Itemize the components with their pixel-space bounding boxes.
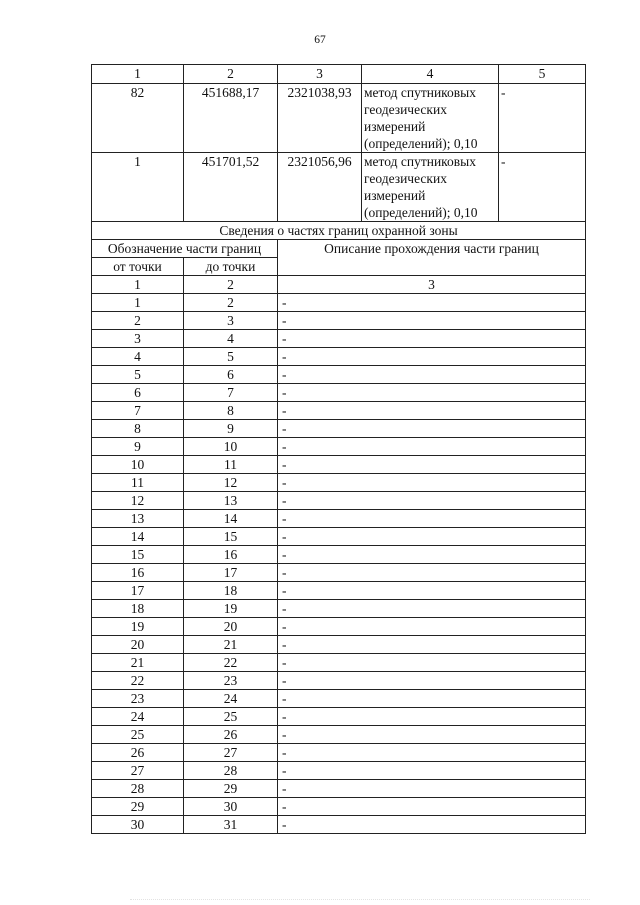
to-point: 15 [184,528,278,546]
from-point: 3 [92,330,184,348]
from-point: 11 [92,474,184,492]
part-description: - [278,798,586,816]
to-point: 22 [184,654,278,672]
from-point: 15 [92,546,184,564]
coord-y: 2321056,96 [278,153,362,222]
from-point: 18 [92,600,184,618]
part-description: - [278,726,586,744]
from-point: 6 [92,384,184,402]
part-description: - [278,600,586,618]
table-row [92,312,586,330]
table-row [92,582,586,600]
section-title-row [92,222,586,240]
description-header: Описание прохождения части границ [278,240,586,276]
part-description: - [278,312,586,330]
part-description: - [278,402,586,420]
part-description: - [278,294,586,312]
column-number: 3 [278,276,586,294]
to-point: 9 [184,420,278,438]
table-row [92,816,586,834]
table-row [92,600,586,618]
from-point: 24 [92,708,184,726]
part-description: - [278,564,586,582]
from-point: 4 [92,348,184,366]
column-number: 1 [92,276,184,294]
to-point: 6 [184,366,278,384]
coord-y: 2321038,93 [278,84,362,153]
from-point: 21 [92,654,184,672]
to-point: 26 [184,726,278,744]
part-description: - [278,492,586,510]
table-row [92,744,586,762]
to-point: 29 [184,780,278,798]
to-point: 24 [184,690,278,708]
from-point: 13 [92,510,184,528]
part-description: - [278,744,586,762]
table-row [92,330,586,348]
to-point: 20 [184,618,278,636]
to-point: 17 [184,564,278,582]
table-row [92,690,586,708]
table-row [92,294,586,312]
to-point: 11 [184,456,278,474]
table-row [92,420,586,438]
from-point: 14 [92,528,184,546]
method-description: метод спутниковых геодезических измерений (определений); 0,10 [362,153,499,222]
table-row [92,348,586,366]
part-description: - [278,816,586,834]
part-description: - [278,708,586,726]
coord-header-cell: 5 [499,65,586,84]
to-point: 3 [184,312,278,330]
coord-row [92,153,586,222]
to-point: 4 [184,330,278,348]
to-point: 13 [184,492,278,510]
part-description: - [278,510,586,528]
from-point: 1 [92,294,184,312]
from-point: 19 [92,618,184,636]
part-description: - [278,348,586,366]
section-title: Сведения о частях границ охранной зоны [92,222,586,240]
from-point: 29 [92,798,184,816]
table-row [92,762,586,780]
table-row [92,366,586,384]
part-description: - [278,582,586,600]
part-description: - [278,546,586,564]
table-row [92,510,586,528]
from-point: 9 [92,438,184,456]
part-description: - [278,438,586,456]
to-point: 18 [184,582,278,600]
parts-header-row [92,240,586,258]
from-point: 7 [92,402,184,420]
coord-header-cell: 3 [278,65,362,84]
part-description: - [278,528,586,546]
point-number: 1 [92,153,184,222]
point-note: - [499,153,586,222]
from-point: 30 [92,816,184,834]
table-row [92,384,586,402]
to-point: 5 [184,348,278,366]
to-point: 7 [184,384,278,402]
part-description: - [278,654,586,672]
boundary-table [91,64,586,834]
coord-x: 451688,17 [184,84,278,153]
part-description: - [278,330,586,348]
method-description: метод спутниковых геодезических измерений (определений); 0,10 [362,84,499,153]
page-number: 67 [314,34,326,46]
table-row [92,654,586,672]
coord-header-cell: 1 [92,65,184,84]
from-point: 8 [92,420,184,438]
to-point: 8 [184,402,278,420]
to-point-header: до точки [184,258,278,276]
part-description: - [278,474,586,492]
from-point: 17 [92,582,184,600]
from-point: 23 [92,690,184,708]
table-row [92,474,586,492]
table-row [92,636,586,654]
table-row [92,708,586,726]
table-row [92,618,586,636]
part-description: - [278,672,586,690]
from-point: 22 [92,672,184,690]
coord-header-cell: 2 [184,65,278,84]
from-point: 26 [92,744,184,762]
part-description: - [278,366,586,384]
from-point: 20 [92,636,184,654]
from-point: 12 [92,492,184,510]
table-row [92,726,586,744]
to-point: 25 [184,708,278,726]
part-description: - [278,420,586,438]
table-row [92,672,586,690]
to-point: 14 [184,510,278,528]
part-description: - [278,636,586,654]
point-note: - [499,84,586,153]
coord-x: 451701,52 [184,153,278,222]
table-row [92,780,586,798]
to-point: 21 [184,636,278,654]
table-row [92,798,586,816]
from-point: 25 [92,726,184,744]
to-point: 30 [184,798,278,816]
to-point: 27 [184,744,278,762]
from-point: 10 [92,456,184,474]
part-description: - [278,618,586,636]
table-row [92,528,586,546]
part-description: - [278,780,586,798]
table-row [92,564,586,582]
to-point: 12 [184,474,278,492]
to-point: 31 [184,816,278,834]
to-point: 10 [184,438,278,456]
from-point: 16 [92,564,184,582]
coord-header-row [92,65,586,84]
coord-row [92,84,586,153]
part-description: - [278,456,586,474]
parts-number-row [92,276,586,294]
table-row [92,492,586,510]
table-row [92,546,586,564]
part-description: - [278,384,586,402]
table-row [92,402,586,420]
designation-header: Обозначение части границ [92,240,278,258]
coord-header-cell: 4 [362,65,499,84]
from-point-header: от точки [92,258,184,276]
to-point: 28 [184,762,278,780]
from-point: 27 [92,762,184,780]
point-number: 82 [92,84,184,153]
from-point: 28 [92,780,184,798]
to-point: 16 [184,546,278,564]
table-row [92,438,586,456]
to-point: 23 [184,672,278,690]
page-bottom-marks [130,896,590,900]
part-description: - [278,762,586,780]
table-row [92,456,586,474]
column-number: 2 [184,276,278,294]
from-point: 5 [92,366,184,384]
to-point: 19 [184,600,278,618]
to-point: 2 [184,294,278,312]
from-point: 2 [92,312,184,330]
part-description: - [278,690,586,708]
